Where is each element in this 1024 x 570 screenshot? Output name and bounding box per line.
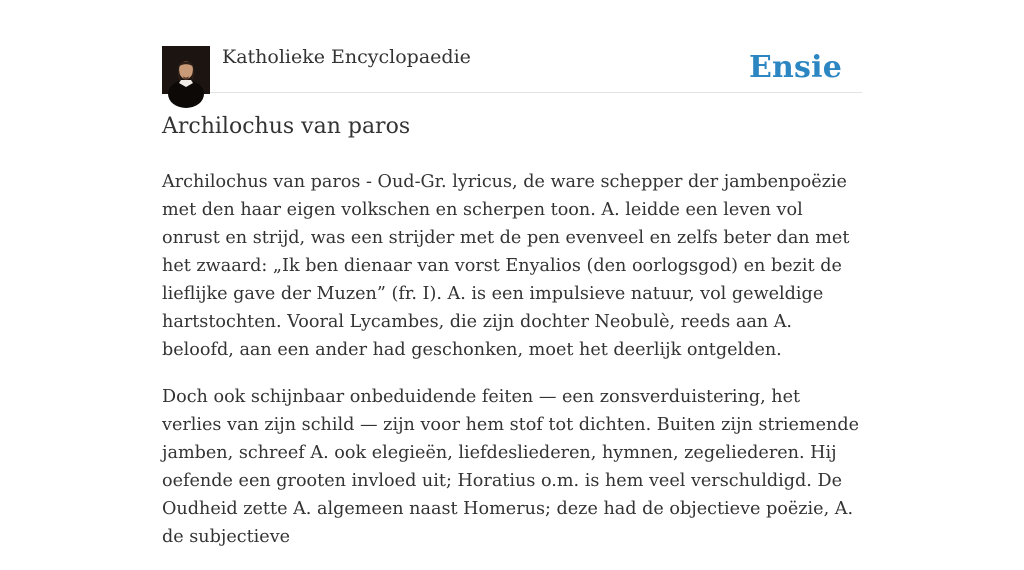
portrait-icon (162, 46, 210, 94)
article-body (162, 168, 862, 570)
article-paragraph: Archilochus van paros - Oud-Gr. lyricus, de ware schepper der jambenpoëzie met den haar eigen volkschen en scherpen toon. A. leidde een leven vol onrust en strijd, was een strijder met de pen evenveel en zelfs beter dan met het zwaard: „Ik ben dienaar van vorst Enyalios (den oorlogsgod) en bezit de lieflijke gave der Muzen” (fr. I). A. is een impulsieve natuur, vol geweldige hartstochten. Vooral Lycambes, die zijn dochter Neobulè, reeds aan A. beloofd, aan een ander had geschonken, moet het deerlijk ontgelden. (162, 172, 850, 360)
site-name[interactable]: Katholieke Encyclopaedie (222, 46, 471, 68)
ensie-logo[interactable]: Ensie (748, 50, 842, 85)
article-paragraph: Doch ook schijnbaar onbeduidende feiten — een zonsverduistering, het verlies van zijn schild — zijn voor hem stof tot dichten. Buiten zijn striemende jamben, schreef A. ook elegieën, liefdesliederen, hymnen, zegeliederen. Hij oefende een grooten invloed uit; Horatius o.m. is hem veel verschuldigd. De Oudheid zette A. algemeen naast Homerus; deze had de objectieve poëzie, A. de subjectieve (162, 387, 860, 547)
encyclopedia-avatar[interactable] (162, 46, 210, 94)
article-title: Archilochus van paros (162, 114, 411, 139)
site-header (162, 44, 862, 93)
